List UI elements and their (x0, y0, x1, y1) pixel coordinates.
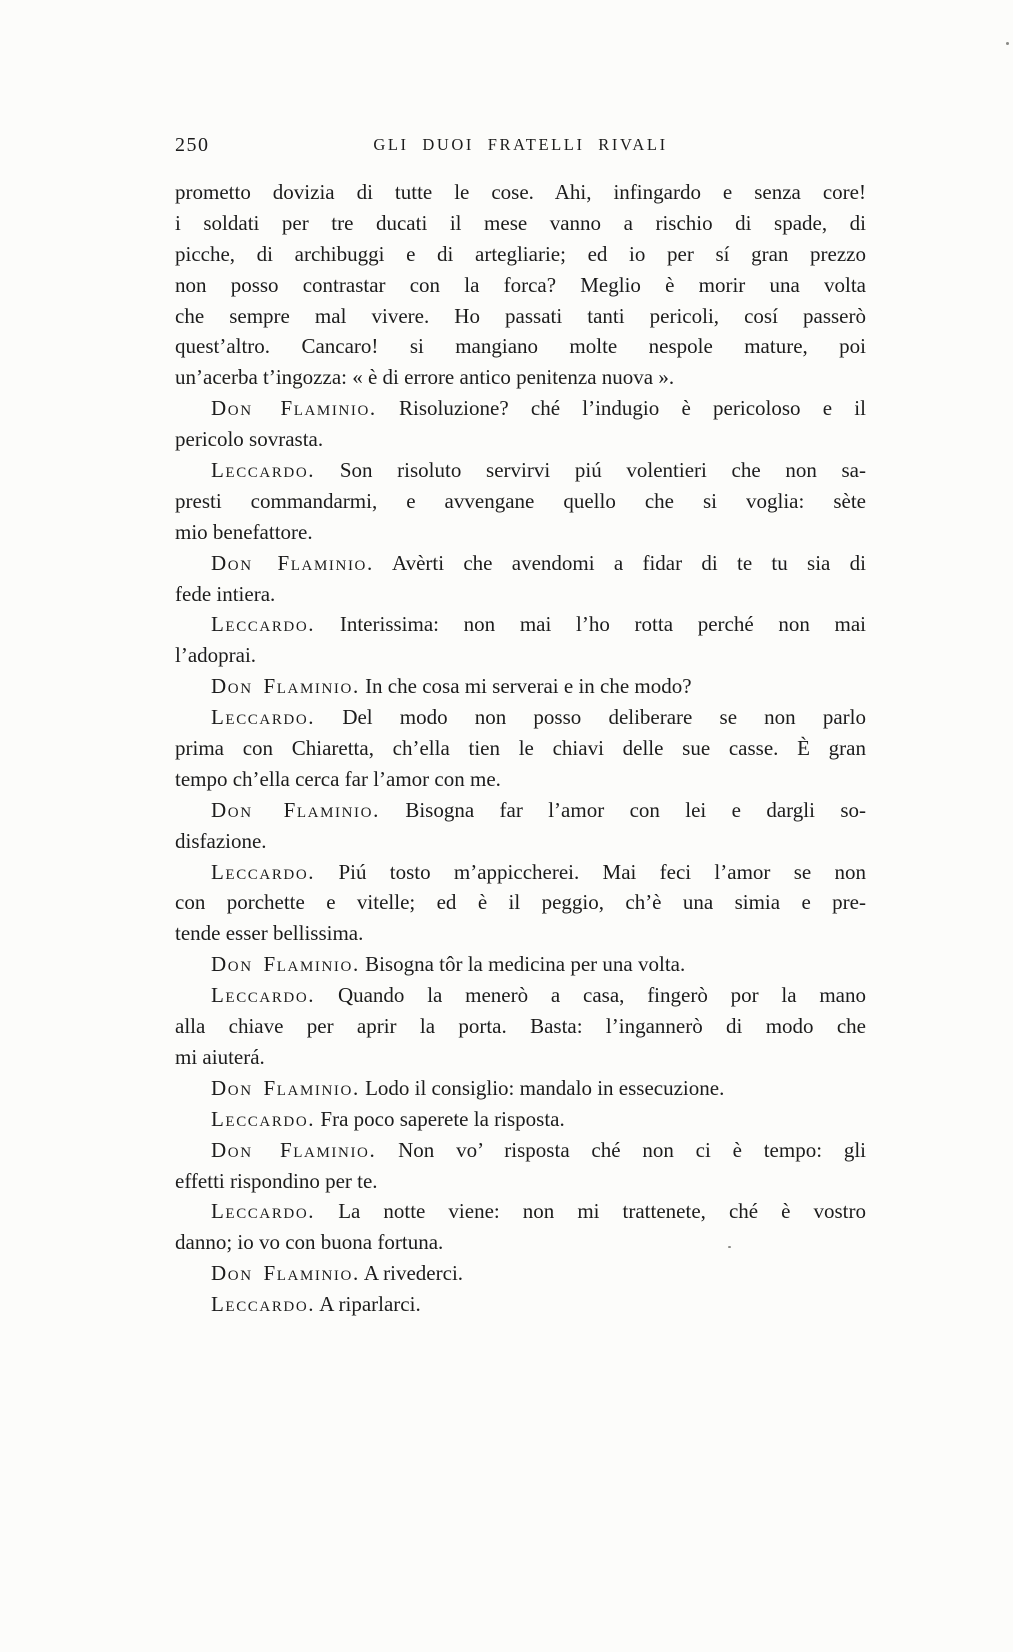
paragraph (175, 609, 866, 671)
speaker-name: Leccardo. (211, 458, 316, 483)
page-header (175, 134, 866, 160)
text-line: mio benefattore. (175, 519, 313, 544)
paragraph (175, 949, 866, 980)
text-line: Leccardo. Son risoluto servirvi piú volentieri che non sa- (211, 458, 866, 483)
speaker-name: Leccardo. (211, 1106, 316, 1131)
text-line: presti commandarmi, e avvengane quello che si voglia: sète (175, 488, 866, 513)
text-line: Leccardo. Interissima: non mai l’ho rotta perché non mai (211, 612, 866, 637)
text-line: Leccardo. Del modo non posso deliberare se non parlo (211, 705, 866, 730)
paragraph (175, 980, 866, 1073)
text-line: effetti rispondino per te. (175, 1168, 378, 1193)
text-line: con porchette e vitelle; ed è il peggio, ch’è una simia e pre- (175, 890, 866, 915)
text-block (175, 177, 866, 1320)
paragraph (175, 1289, 866, 1320)
paragraph (175, 1104, 866, 1135)
text-line: Leccardo. Piú tosto m’appiccherei. Mai feci l’amor se non (211, 859, 866, 884)
text-line: Leccardo. La notte viene: non mi trattenete, ché è vostro (211, 1199, 866, 1224)
text-line: Don Flaminio. Avèrti che avendomi a fidar di te tu sia di (211, 550, 866, 575)
text-line: che sempre mal vivere. Ho passati tanti pericoli, cosí passerò (175, 303, 866, 328)
text-line: fede intiera. (175, 581, 276, 606)
speaker-name: Don Flaminio. (211, 396, 377, 421)
paragraph (175, 393, 866, 455)
text-line: Don Flaminio. Risoluzione? ché l’indugio è pericoloso e il (211, 396, 866, 421)
text-line: i soldati per tre ducati il mese vanno a rischio di spade, di (175, 210, 866, 235)
text-line: Leccardo. Fra poco saperete la risposta. (211, 1106, 565, 1131)
text-line: Leccardo. Quando la menerò a casa, fingerò por la mano (211, 983, 866, 1008)
scan-speck (728, 1246, 731, 1248)
speaker-name: Leccardo. (211, 612, 316, 637)
text-line: alla chiave per aprir la porta. Basta: l’ingannerò di modo che (175, 1014, 866, 1039)
text-line: Don Flaminio. Bisogna tôr la medicina per una volta. (211, 952, 686, 977)
page-number: 250 (175, 134, 210, 156)
speaker-name: Leccardo. (211, 859, 316, 884)
speaker-name: Don Flaminio. (211, 1137, 377, 1162)
text-line: Don Flaminio. Lodo il consiglio: mandalo in essecuzione. (211, 1075, 725, 1100)
text-line: Don Flaminio. A rivederci. (211, 1261, 464, 1286)
paragraph (175, 671, 866, 702)
speaker-name: Don Flaminio. (211, 797, 380, 822)
paragraph (175, 795, 866, 857)
text-line: tempo ch’ella cerca far l’amor con me. (175, 766, 501, 791)
text-line: disfazione. (175, 828, 267, 853)
scan-speck (1006, 42, 1009, 45)
running-title: GLI DUOI FRATELLI RIVALI (373, 135, 668, 154)
paragraph (175, 1073, 866, 1104)
speaker-name: Leccardo. (211, 983, 316, 1008)
paragraph (175, 857, 866, 950)
speaker-name: Leccardo. (211, 1199, 316, 1224)
text-line: Don Flaminio. Bisogna far l’amor con lei e dargli so- (211, 797, 866, 822)
paragraph (175, 455, 866, 548)
text-line: prima con Chiaretta, ch’ella tien le chiavi delle sue casse. È gran (175, 736, 866, 761)
text-line: danno; io vo con buona fortuna. (175, 1230, 444, 1255)
text-line: l’adoprai. (175, 643, 257, 668)
paragraph (175, 1196, 866, 1258)
paragraph (175, 548, 866, 610)
speaker-name: Don Flaminio. (211, 674, 360, 699)
speaker-name: Leccardo. (211, 1292, 316, 1317)
text-line: tende esser bellissima. (175, 921, 364, 946)
text-line: Don Flaminio. In che cosa mi serverai e in che modo? (211, 674, 692, 699)
paragraph (175, 1135, 866, 1197)
speaker-name: Don Flaminio. (211, 1075, 360, 1100)
speaker-name: Don Flaminio. (211, 1261, 360, 1286)
text-line: un’acerba t’ingozza: « è di errore antico penitenza nuova ». (175, 365, 675, 390)
text-line: prometto dovizia di tutte le cose. Ahi, infingardo e senza core! (175, 180, 866, 204)
speaker-name: Don Flaminio. (211, 550, 374, 575)
text-line: Don Flaminio. Non vo’ risposta ché non ci è tempo: gli (211, 1137, 866, 1162)
paragraph (175, 1258, 866, 1289)
speaker-name: Leccardo. (211, 705, 316, 730)
text-line: quest’altro. Cancaro! si mangiano molte nespole mature, poi (175, 334, 866, 359)
text-line: pericolo sovrasta. (175, 427, 324, 452)
text-line: non posso contrastar con la forca? Meglio è morir una volta (175, 272, 866, 297)
text-line: picche, di archibuggi e di artegliarie; ed io per sí gran prezzo (175, 241, 866, 266)
paragraph (175, 702, 866, 795)
paragraph (175, 177, 866, 393)
text-line: Leccardo. A riparlarci. (211, 1292, 421, 1317)
text-line: mi aiuterá. (175, 1044, 265, 1069)
speaker-name: Don Flaminio. (211, 952, 360, 977)
